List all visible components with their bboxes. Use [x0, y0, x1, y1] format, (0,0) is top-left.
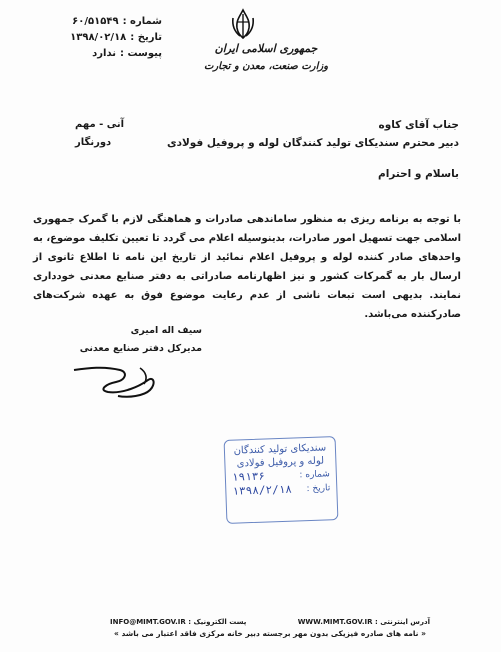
meta-number-value: ۶۰/۵۱۵۴۹	[72, 16, 119, 27]
footer-notice: « نامه های صادره فیزیکی بدون مهر برجسته دبیر خانه مرکزی فاقد اعتبار می باشد »	[114, 629, 426, 638]
greeting: باسلام و احترام	[378, 168, 459, 180]
ministry-heading	[196, 42, 336, 72]
meta-number-row	[42, 14, 162, 30]
stamp-number-value: ۱۹۱۳۶	[231, 469, 266, 484]
footer-site-url[interactable]: WWW.MIMT.GOV.IR	[297, 618, 373, 626]
signer-title: مدیرکل دفتر صنایع معدنی	[79, 343, 202, 354]
recipient-title: دبیر محترم سندیکای تولید کنندگان لوله و پروفیل فولادی	[166, 137, 459, 149]
handwritten-signature	[68, 360, 178, 400]
signer-block	[62, 322, 202, 358]
stamp-date-label: تاریخ :	[306, 483, 331, 495]
letter-body	[33, 210, 461, 324]
stamp-number-label: شماره :	[299, 469, 331, 481]
footer-email-address[interactable]: INFO@MIMT.GOV.IR	[110, 618, 186, 626]
meta-date-label: تاریخ :	[130, 32, 162, 43]
recipient-block	[129, 116, 459, 152]
urgency-channel: دورنگار	[75, 137, 112, 148]
letter-body-paragraph: با توجه به برنامه ریزی به منظور ساماندهی صادرات و هماهنگی لازم با گمرک جمهوری اسلامی جهت تسهیل امور صادرات، بدینوسیله اعلام می گردد تا تعیین تکلیف موضوع، به واحدهای صادر کننده لوله و پروفیل اعلام نمائید از تاریخ این نامه تا اطلاع ثانوی از ارسال بار به گمرکات کشور و نیز اظهارنامه صادراتی به دفتر صنایع معدنی خودداری نمایند. بدیهی است تبعات ناشی از عدم رعایت موضوع فوق به عهده شرکت‌های صادرکننده می‌باشد.	[33, 214, 461, 320]
meta-date-row	[42, 30, 162, 46]
footer-email	[110, 616, 246, 628]
footer-site	[298, 616, 430, 628]
iran-emblem-icon	[228, 8, 258, 40]
footer-site-label: آدرس اینترنتی :	[374, 618, 430, 626]
ministry-country: جمهوری اسلامی ایران	[214, 42, 318, 55]
recipient-name: جناب آقای کاوه	[378, 119, 459, 131]
stamp-org-line2: لوله و پروفیل فولادی	[236, 455, 325, 470]
urgency-priority: آنی - مهم	[75, 119, 125, 130]
stamp-org-line1: سندیکای تولید کنندگان	[233, 442, 327, 457]
meta-attachment-row	[42, 46, 162, 62]
stamp-date-value: ۱۳۹۸/۲/۱۸	[232, 482, 293, 498]
letter-meta	[42, 14, 162, 62]
meta-attachment-label: پیوست :	[119, 48, 162, 59]
meta-attachment-value: ندارد	[92, 48, 116, 59]
meta-number-label: شماره :	[122, 16, 162, 27]
urgency-block	[75, 116, 155, 152]
meta-date-value: ۱۳۹۸/۰۲/۱۸	[70, 32, 127, 43]
footer-contact-row	[110, 616, 430, 628]
received-stamp	[224, 436, 339, 524]
stamp-date-row	[226, 481, 336, 499]
signer-name: سیف اله امیری	[130, 325, 202, 336]
footer-email-label: پست الکترونیک :	[188, 618, 247, 626]
letter-footer	[110, 616, 430, 640]
ministry-name: وزارت صنعت، معدن و تجارت	[203, 61, 329, 72]
